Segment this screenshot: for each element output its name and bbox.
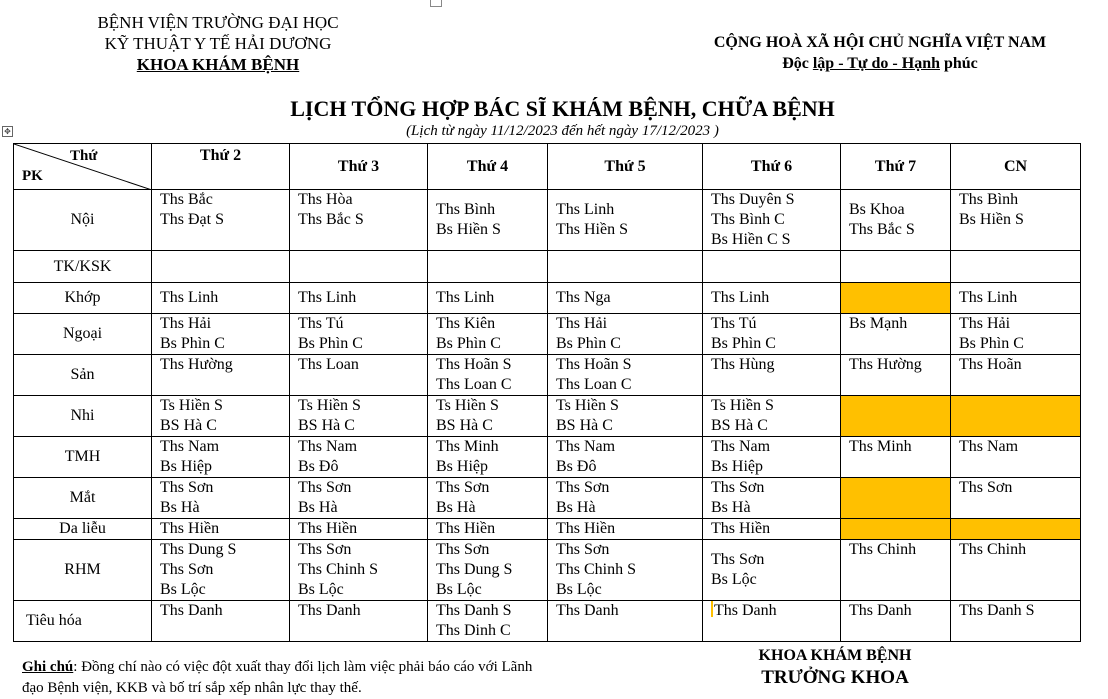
doctor-name: Bs Hà <box>556 499 596 516</box>
schedule-cell[interactable] <box>290 314 428 355</box>
day-header: Thứ 4 <box>428 144 548 190</box>
doctor-name: Ths Đạt S <box>160 211 224 228</box>
signature-block <box>720 646 950 690</box>
doctor-name: Bs Lộc <box>298 581 344 598</box>
doctor-name: Ths Sơn <box>298 541 352 558</box>
schedule-cell[interactable] <box>290 283 428 314</box>
doctor-name: Ths Bắc S <box>849 221 915 238</box>
table-row <box>14 314 1081 355</box>
schedule-cell[interactable] <box>841 478 951 519</box>
doctor-name: Ths Hoãn S <box>436 356 512 373</box>
day-header: CN <box>951 144 1081 190</box>
table-row <box>14 437 1081 478</box>
hospital-name-line2: KỸ THUẬT Y TẾ HẢI DƯƠNG <box>104 34 332 53</box>
doctor-name: Ths Chinh S <box>298 561 379 578</box>
hospital-header <box>88 12 348 75</box>
schedule-cell[interactable] <box>428 478 548 519</box>
schedule-cell[interactable] <box>152 251 290 283</box>
document-subtitle: (Lịch từ ngày 11/12/2023 đến hết ngày 17/12/2023 ) <box>406 123 719 139</box>
doctor-name: Ths Danh <box>556 602 619 619</box>
footnote-label: Ghi chú <box>22 659 74 675</box>
schedule-cell[interactable] <box>290 478 428 519</box>
doctor-name: Bs Hà <box>436 499 476 516</box>
schedule-cell[interactable] <box>841 355 951 396</box>
doctor-name: Bs Hiệp <box>711 458 763 475</box>
doctor-name: Ths Loan C <box>436 376 512 393</box>
doctor-name: Ths Sơn <box>711 479 765 496</box>
schedule-table <box>13 143 1081 642</box>
schedule-cell[interactable] <box>703 190 841 251</box>
doctor-name: Ths Hiền S <box>556 221 628 238</box>
doctor-name: Ths Linh <box>711 289 770 306</box>
schedule-cell[interactable] <box>428 355 548 396</box>
clinic-name: Nội <box>14 190 152 251</box>
doctor-name: Bs Hiệp <box>160 458 212 475</box>
schedule-cell[interactable] <box>152 437 290 478</box>
schedule-cell[interactable] <box>290 190 428 251</box>
schedule-cell[interactable] <box>841 519 951 540</box>
schedule-cell[interactable] <box>703 519 841 540</box>
clinic-name: Da liễu <box>14 519 152 540</box>
schedule-cell[interactable] <box>951 519 1081 540</box>
page-boundary-marker <box>430 0 442 7</box>
doctor-name: Ths Sơn <box>298 479 352 496</box>
doctor-name: Ths Bình C <box>711 211 785 228</box>
doctor-name: Bs Khoa <box>849 201 905 218</box>
schedule-cell[interactable] <box>428 314 548 355</box>
doctor-name: Ths Hoãn <box>959 356 1022 373</box>
signature-title: TRƯỞNG KHOA <box>761 667 909 688</box>
schedule-cell[interactable] <box>290 251 428 283</box>
doctor-name: Ths Hùng <box>711 356 775 373</box>
doctor-name: Ths Tú <box>711 315 757 332</box>
doctor-name: Bs Phìn C <box>711 335 776 352</box>
doctor-name: Ths Hoãn S <box>556 356 632 373</box>
schedule-cell[interactable] <box>951 251 1081 283</box>
doctor-name: Bs Hiệp <box>436 458 488 475</box>
doctor-name: Ths Hiền <box>711 520 771 537</box>
national-motto <box>680 53 1080 74</box>
table-row <box>14 396 1081 437</box>
schedule-cell[interactable] <box>152 478 290 519</box>
schedule-cell[interactable] <box>428 437 548 478</box>
clinic-name: Sản <box>14 355 152 396</box>
text-cursor-icon <box>711 601 713 617</box>
doctor-name: Ths Minh <box>436 438 499 455</box>
table-row <box>14 283 1081 314</box>
doctor-name: Ths Kiên <box>436 315 496 332</box>
doctor-name: Ts Hiền S <box>436 397 499 414</box>
doctor-name: Ths Sơn <box>959 479 1013 496</box>
doctor-name: BS Hà C <box>298 417 355 434</box>
doctor-name: Bs Phìn C <box>298 335 363 352</box>
clinic-name: Khớp <box>14 283 152 314</box>
table-row <box>14 355 1081 396</box>
schedule-cell[interactable] <box>428 540 548 601</box>
schedule-cell[interactable] <box>152 540 290 601</box>
doctor-name: Ths Sơn <box>556 479 610 496</box>
doctor-name: Ths Linh <box>959 289 1018 306</box>
motto-part-3: phúc <box>943 55 978 72</box>
schedule-cell[interactable] <box>841 283 951 314</box>
hospital-name-line1: BỆNH VIỆN TRƯỜNG ĐẠI HỌC <box>97 13 339 32</box>
doctor-name: Ths Nam <box>160 438 220 455</box>
doctor-name: Ths Sơn <box>556 541 610 558</box>
doctor-name: Bs Lộc <box>556 581 602 598</box>
schedule-cell[interactable] <box>548 540 703 601</box>
schedule-cell[interactable] <box>951 601 1081 642</box>
doctor-name: Ts Hiền S <box>711 397 774 414</box>
national-header <box>680 32 1080 74</box>
schedule-cell[interactable] <box>152 396 290 437</box>
schedule-cell[interactable] <box>951 314 1081 355</box>
schedule-cell[interactable] <box>703 355 841 396</box>
doctor-name: Bs Hà <box>711 499 751 516</box>
doctor-name: Ths Loan C <box>556 376 632 393</box>
schedule-cell[interactable] <box>152 355 290 396</box>
schedule-cell[interactable] <box>428 190 548 251</box>
day-header: Thứ 2 <box>152 144 290 190</box>
doctor-name: Ths Bình <box>436 201 496 218</box>
day-header: Thứ 5 <box>548 144 703 190</box>
doctor-name: Ths Danh S <box>436 602 512 619</box>
schedule-cell[interactable] <box>152 283 290 314</box>
schedule-cell[interactable] <box>290 437 428 478</box>
corner-cell <box>14 144 152 190</box>
doctor-name: Ths Hường <box>849 356 922 373</box>
doctor-name: Ths Linh <box>436 289 495 306</box>
schedule-cell[interactable] <box>152 314 290 355</box>
doctor-name: Ths Nam <box>556 438 616 455</box>
doctor-name: Ths Hải <box>556 315 608 332</box>
footnote-text: : Đồng chí nào có việc đột xuất thay đổi lịch làm việc phải báo cáo với Lãnh đạo Bệnh viện, KKB và bố trí sắp xếp nhân lực thay thế. <box>22 659 533 696</box>
doctor-name: Bs Lộc <box>160 581 206 598</box>
doctor-name: BS Hà C <box>436 417 493 434</box>
doctor-name: Ths Nam <box>298 438 358 455</box>
document-title: LỊCH TỔNG HỢP BÁC SĨ KHÁM BỆNH, CHỮA BỆNH <box>290 96 835 121</box>
doctor-name: Ths Nam <box>711 438 771 455</box>
doctor-name: BS Hà C <box>711 417 768 434</box>
day-header-row <box>14 144 1081 190</box>
clinic-name: Nhi <box>14 396 152 437</box>
doctor-name: Ths Loan <box>298 356 359 373</box>
doctor-name: Ths Dinh C <box>436 622 511 639</box>
schedule-cell[interactable] <box>152 601 290 642</box>
doctor-name: Ths Hải <box>959 315 1011 332</box>
motto-part-2: lập - Tự do - Hạnh <box>812 55 940 72</box>
schedule-cell[interactable] <box>428 601 548 642</box>
day-header: Thứ 3 <box>290 144 428 190</box>
signature-department: KHOA KHÁM BỆNH <box>758 647 912 664</box>
doctor-name: Ths Sơn <box>436 541 490 558</box>
doctor-name: Ths Sơn <box>711 551 765 568</box>
schedule-body <box>14 190 1081 642</box>
schedule-cell[interactable] <box>428 251 548 283</box>
doctor-name: Bs Hiền S <box>436 221 501 238</box>
doctor-name: Bs Hiền C S <box>711 231 791 248</box>
doctor-name: Ths Sơn <box>436 479 490 496</box>
schedule-cell[interactable] <box>841 190 951 251</box>
schedule-cell[interactable] <box>290 540 428 601</box>
schedule-cell[interactable] <box>703 396 841 437</box>
schedule-cell[interactable] <box>841 540 951 601</box>
doctor-name: Ths Linh <box>556 201 615 218</box>
schedule-cell[interactable] <box>152 519 290 540</box>
schedule-cell[interactable] <box>703 540 841 601</box>
table-row <box>14 601 1081 642</box>
schedule-cell[interactable] <box>290 601 428 642</box>
doctor-name: Bs Hiền S <box>959 211 1024 228</box>
doctor-name: Ths Duyên S <box>711 191 795 208</box>
schedule-cell[interactable] <box>703 251 841 283</box>
clinic-name: TMH <box>14 437 152 478</box>
doctor-name: Ths Linh <box>298 289 357 306</box>
doctor-name: Bs Đô <box>298 458 339 475</box>
doctor-name: Ths Danh <box>849 602 912 619</box>
schedule-cell[interactable] <box>548 437 703 478</box>
schedule-cell[interactable] <box>548 314 703 355</box>
schedule-cell[interactable] <box>290 519 428 540</box>
schedule-cell[interactable] <box>841 437 951 478</box>
schedule-cell[interactable] <box>548 283 703 314</box>
doctor-name: Bs Mạnh <box>849 315 908 332</box>
schedule-cell[interactable] <box>951 540 1081 601</box>
doctor-name: Ths Chinh <box>849 541 917 558</box>
doctor-name: Ths Tú <box>298 315 344 332</box>
schedule-cell[interactable] <box>152 190 290 251</box>
table-row <box>14 519 1081 540</box>
clinic-name: Ngoại <box>14 314 152 355</box>
schedule-cell[interactable] <box>703 437 841 478</box>
schedule-cell[interactable] <box>703 283 841 314</box>
schedule-cell[interactable] <box>428 519 548 540</box>
doctor-name: BS Hà C <box>160 417 217 434</box>
corner-pk-label: PK <box>22 168 43 184</box>
doctor-name: Ts Hiền S <box>556 397 619 414</box>
doctor-name: Ths Bắc S <box>298 211 364 228</box>
schedule-cell[interactable] <box>548 396 703 437</box>
doctor-name: Bs Phìn C <box>556 335 621 352</box>
doctor-name-text: Ths Danh <box>714 602 777 619</box>
schedule-cell[interactable] <box>951 478 1081 519</box>
doctor-name: Bs Đô <box>556 458 597 475</box>
schedule-cell[interactable] <box>841 396 951 437</box>
table-row <box>14 478 1081 519</box>
doctor-name: Ths Dung S <box>436 561 513 578</box>
clinic-name: RHM <box>14 540 152 601</box>
schedule-cell[interactable] <box>841 314 951 355</box>
doctor-name: Ths Danh <box>298 602 361 619</box>
motto-part-1: Độc <box>782 55 809 72</box>
national-title: CỘNG HOÀ XÃ HỘI CHỦ NGHĨA VIỆT NAM <box>713 34 1047 51</box>
schedule-cell[interactable] <box>841 251 951 283</box>
doctor-name: Bs Phìn C <box>160 335 225 352</box>
schedule-cell[interactable] <box>951 190 1081 251</box>
doctor-name: Bs Hà <box>298 499 338 516</box>
schedule-cell[interactable] <box>548 190 703 251</box>
corner-day-label: Thứ <box>70 148 98 164</box>
doctor-name: Ths Chinh <box>959 541 1027 558</box>
table-row <box>14 540 1081 601</box>
doctor-name: Ts Hiền S <box>160 397 223 414</box>
doctor-name: Ths Minh <box>849 438 912 455</box>
schedule-cell[interactable] <box>290 396 428 437</box>
schedule-cell[interactable] <box>703 601 841 642</box>
schedule-cell[interactable] <box>548 355 703 396</box>
doctor-name: Bs Lộc <box>711 571 757 588</box>
department-name: KHOA KHÁM BỆNH <box>136 55 300 74</box>
doctor-name: Ths Sơn <box>160 479 214 496</box>
schedule-cell[interactable] <box>951 355 1081 396</box>
doctor-name: BS Hà C <box>556 417 613 434</box>
schedule-cell[interactable] <box>428 283 548 314</box>
doctor-name: Ths Dung S <box>160 541 237 558</box>
clinic-name: TK/KSK <box>14 251 152 283</box>
clinic-name: Tiêu hóa <box>14 601 152 642</box>
doctor-name: Ths Bắc <box>160 191 213 208</box>
schedule-cell[interactable] <box>703 478 841 519</box>
table-row <box>14 251 1081 283</box>
schedule-cell[interactable] <box>548 519 703 540</box>
doctor-name: Ths Hiền <box>160 520 220 537</box>
doctor-name: Bs Lộc <box>436 581 482 598</box>
schedule-cell[interactable] <box>548 478 703 519</box>
schedule-cell[interactable] <box>951 396 1081 437</box>
doctor-name: Ths Danh <box>160 602 223 619</box>
doctor-name: Ths Hải <box>160 315 212 332</box>
day-header: Thứ 7 <box>841 144 951 190</box>
doctor-name: Ths Danh S <box>959 602 1035 619</box>
table-move-handle-icon[interactable]: ✥ <box>2 126 13 137</box>
doctor-name: Ths Sơn <box>160 561 214 578</box>
schedule-cell[interactable] <box>951 437 1081 478</box>
schedule-cell[interactable] <box>841 601 951 642</box>
schedule-cell[interactable] <box>548 251 703 283</box>
doctor-name: Ths Hiền <box>298 520 358 537</box>
doctor-name: Ths Hường <box>160 356 233 373</box>
clinic-name: Mắt <box>14 478 152 519</box>
doctor-name: Ths Nga <box>556 289 611 306</box>
doctor-name: Ths Bình <box>959 191 1019 208</box>
doctor-name: Ths Chinh S <box>556 561 637 578</box>
schedule-cell[interactable] <box>548 601 703 642</box>
schedule-cell[interactable] <box>951 283 1081 314</box>
doctor-name: Ths Nam <box>959 438 1019 455</box>
doctor-name <box>711 601 832 621</box>
doctor-name: Bs Hà <box>160 499 200 516</box>
doctor-name: Bs Phìn C <box>959 335 1024 352</box>
table-row <box>14 190 1081 251</box>
doctor-name: Ts Hiền S <box>298 397 361 414</box>
schedule-cell[interactable] <box>428 396 548 437</box>
doctor-name: Ths Hiền <box>436 520 496 537</box>
day-header: Thứ 6 <box>703 144 841 190</box>
doctor-name: Ths Linh <box>160 289 219 306</box>
doctor-name: Bs Phìn C <box>436 335 501 352</box>
schedule-cell[interactable] <box>703 314 841 355</box>
footnote <box>22 657 542 699</box>
doctor-name: Ths Hiền <box>556 520 616 537</box>
doctor-name: Ths Hòa <box>298 191 353 208</box>
schedule-cell[interactable] <box>290 355 428 396</box>
